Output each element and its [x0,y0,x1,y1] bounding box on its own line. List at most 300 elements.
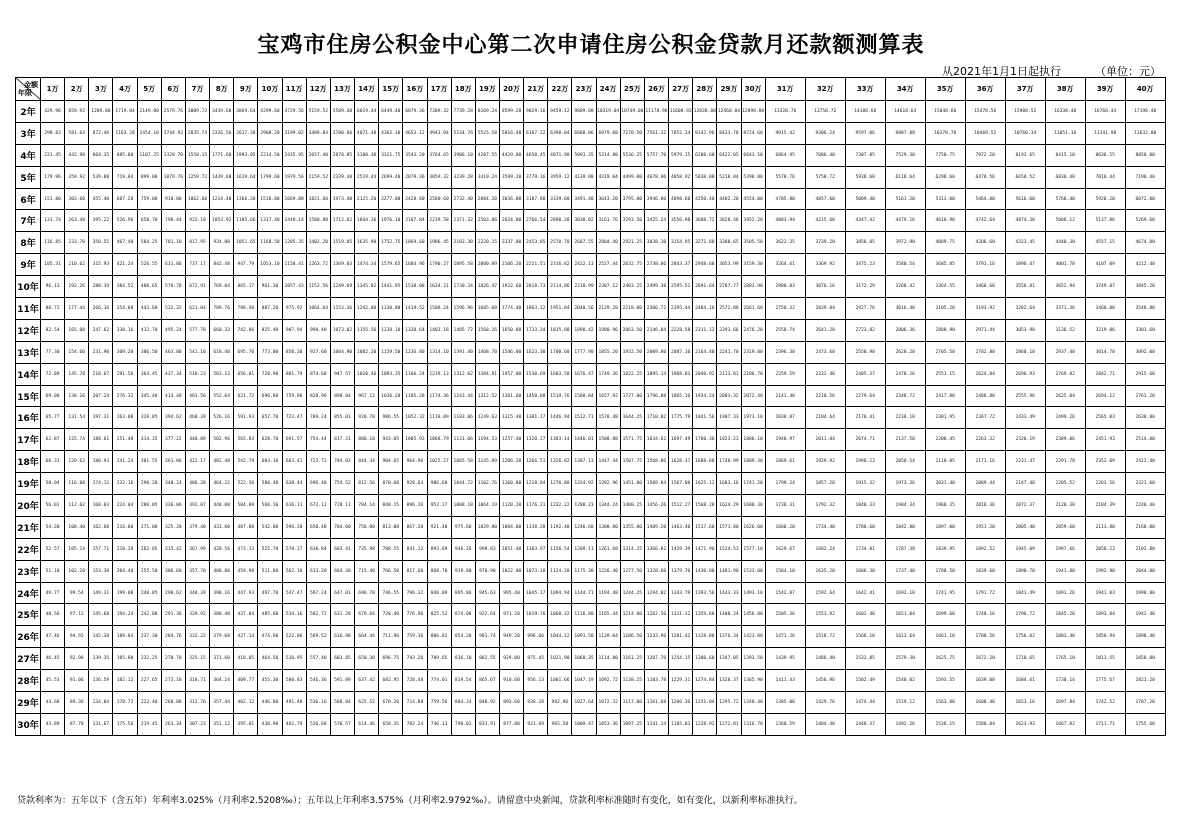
payment-cell: 2113.81 [717,363,741,385]
payment-cell: 1661.10 [925,626,965,648]
payment-cell: 1563.80 [925,692,965,714]
payment-cell: 1139.04 [596,626,620,648]
payment-cell: 3489.84 [306,122,330,144]
payment-cell: 2220.15 [475,232,499,254]
payment-cell: 2348.72 [885,385,925,407]
payment-cell: 178.72 [113,692,137,714]
payment-cell: 865.07 [475,670,499,692]
column-header-amount: 38万 [1045,78,1085,101]
payment-cell: 284.76 [161,626,185,648]
table-row [16,713,1166,735]
payment-cell: 446.80 [258,692,282,714]
payment-cell: 1821.60 [306,188,330,210]
payment-cell: 1481.90 [717,560,741,582]
payment-cell: 1022.00 [499,560,523,582]
payment-cell: 116.08 [65,473,89,495]
payment-cell: 934.80 [210,232,234,254]
payment-cell: 1635.90 [355,232,379,254]
payment-cell: 154.60 [65,341,89,363]
payment-cell: 1485.72 [451,319,475,341]
payment-cell: 1456.80 [741,604,765,626]
payment-cell: 47.46 [41,626,65,648]
payment-cell: 223.40 [137,692,161,714]
payment-cell: 1468.70 [475,341,499,363]
payment-cell: 1973.10 [741,407,765,429]
payment-cell: 1809.30 [741,451,765,473]
page-title: 宝鸡市住房公积金中心第二次申请住房公积金贷款月还款额测算表 [257,33,925,58]
payment-cell: 596.20 [282,516,306,538]
payment-cell: 904.65 [379,451,403,473]
payment-cell: 526.55 [137,254,161,276]
payment-cell: 660.32 [210,319,234,341]
payment-cell: 2113.80 [1085,516,1125,538]
payment-cell: 357.70 [185,560,209,582]
payment-cell: 1642.41 [845,582,885,604]
payment-cell: 1841.49 [1005,582,1045,604]
payment-cell: 1623.30 [524,341,548,363]
payment-cell: 1124.20 [548,560,572,582]
payment-cell: 1803.48 [1045,626,1085,648]
payment-cell: 650.40 [306,516,330,538]
payment-cell: 2843.37 [669,254,693,276]
payment-cell: 248.85 [137,582,161,604]
payment-cell: 271.00 [137,516,161,538]
payment-cell: 1734.81 [845,538,885,560]
payment-cell: 2321.60 [1125,473,1165,495]
payment-cell: 1815.88 [548,319,572,341]
payment-cell: 4857.60 [805,188,845,210]
payment-cell: 1254.15 [669,648,693,670]
table-row [16,254,1166,276]
column-header-amount: 3万 [89,78,113,101]
payment-cell: 1328.88 [693,626,717,648]
payment-cell: 7270.50 [620,122,644,144]
payment-cell: 804.24 [451,692,475,714]
payment-cell: 136.59 [89,670,113,692]
column-header-amount: 15万 [379,78,403,101]
payment-cell: 9015.42 [765,122,805,144]
payment-cell: 872.46 [89,122,113,144]
payment-cell: 1571.80 [717,516,741,538]
payment-cell: 1051.65 [234,232,258,254]
payment-cell: 87.78 [65,713,89,735]
payment-cell: 576.78 [161,276,185,298]
column-header-amount: 40万 [1125,78,1165,101]
payment-cell: 145.78 [65,363,89,385]
payment-cell: 1471.26 [765,626,805,648]
row-header-years: 3年 [16,122,41,144]
payment-cell: 1749.36 [596,363,620,385]
payment-cell: 2908.20 [258,122,282,144]
payment-cell: 402.12 [234,692,258,714]
payment-cell: 251.48 [113,429,137,451]
payment-cell: 4871.90 [548,144,572,166]
payment-cell: 1161.25 [620,648,644,670]
payment-cell: 582.72 [306,604,330,626]
payment-cell: 1796.08 [644,385,668,407]
payment-cell: 3791.16 [965,254,1005,276]
payment-cell: 392.07 [185,495,209,517]
payment-cell: 2927.76 [845,298,885,320]
payment-cell: 522.36 [234,473,258,495]
payment-cell: 395.01 [234,713,258,735]
payment-cell: 1858.00 [1125,648,1165,670]
payment-cell: 5218.84 [717,166,741,188]
payment-cell: 4083.94 [765,210,805,232]
payment-cell: 1980.96 [596,319,620,341]
payment-cell: 483.56 [185,385,209,407]
payment-cell: 1945.09 [1005,538,1045,560]
payment-cell: 1756.02 [1005,626,1045,648]
payment-cell: 1443.33 [717,582,741,604]
payment-cell: 766.50 [379,560,403,582]
payment-cell: 1741.20 [741,473,765,495]
payment-cell: 1755.60 [1125,713,1165,735]
payment-cell: 1447.44 [596,451,620,473]
payment-cell: 131.74 [41,210,65,232]
payment-cell: 1403.18 [427,319,451,341]
payment-cell: 2110.85 [925,451,965,473]
payment-cell: 422.17 [185,451,209,473]
payment-cell: 719.84 [113,166,137,188]
payment-cell: 1639.08 [965,670,1005,692]
payment-cell: 1571.75 [620,429,644,451]
table-row [16,604,1166,626]
row-header-years: 6年 [16,188,41,210]
payment-cell: 455.40 [89,188,113,210]
payment-cell: 44.68 [41,692,65,714]
payment-cell: 6688.86 [572,122,596,144]
payment-cell: 737.17 [185,254,209,276]
payment-cell: 1625.75 [925,648,965,670]
payment-cell: 1741.95 [925,582,965,604]
payment-cell: 1429.76 [805,692,845,714]
payment-cell: 437.04 [234,604,258,626]
payment-cell: 3154.95 [669,232,693,254]
payment-cell: 580.40 [258,473,282,495]
column-header-amount: 1万 [41,78,65,101]
payment-cell: 2842.71 [1085,363,1125,385]
payment-cell: 224.04 [113,495,137,517]
payment-cell: 2210.99 [572,276,596,298]
payment-cell: 145.68 [89,604,113,626]
payment-cell: 315.93 [89,254,113,276]
payment-cell: 728.48 [403,670,427,692]
payment-cell: 9459.12 [548,101,572,123]
payment-cell: 189.84 [113,626,137,648]
payment-cell: 2016.36 [965,495,1005,517]
payment-cell: 1328.70 [161,144,185,166]
payment-cell: 1968.03 [669,363,693,385]
payment-cell: 2393.66 [717,319,741,341]
payment-cell: 5757.70 [644,144,668,166]
payment-cell: 1584.10 [765,560,805,582]
payment-cell: 1159.50 [379,341,403,363]
payment-cell: 2860.10 [1005,341,1045,363]
payment-cell: 1334.92 [572,473,596,495]
payment-cell: 290.82 [41,122,65,144]
payment-cell: 1053.36 [596,713,620,735]
payment-cell: 11341.98 [1085,122,1125,144]
payment-cell: 510.23 [185,363,209,385]
payment-cell: 789.65 [427,648,451,670]
payment-cell: 1519.12 [885,692,925,714]
payment-cell: 4402.20 [717,188,741,210]
payment-cell: 3172.29 [845,276,885,298]
payment-cell: 1986.45 [427,232,451,254]
payment-cell: 210.28 [113,538,137,560]
payment-cell: 1941.80 [1045,560,1085,582]
payment-cell: 7018.44 [1085,166,1125,188]
payment-cell: 882.55 [475,648,499,670]
payment-cell: 2551.15 [925,363,965,385]
payment-cell: 192.26 [65,276,89,298]
payment-cell: 1492.26 [885,713,925,735]
payment-cell: 1676.47 [572,363,596,385]
payment-cell: 3439.68 [210,101,234,123]
payment-cell: 1839.60 [965,560,1005,582]
payment-cell: 709.76 [210,298,234,320]
payment-cell: 2371.32 [451,210,475,232]
payment-cell: 1628.37 [669,451,693,473]
table-row [16,582,1166,604]
payment-cell: 485.60 [258,604,282,626]
payment-cell: 776.96 [403,604,427,626]
payment-cell: 1249.63 [475,407,499,429]
payment-cell: 1993.05 [234,144,258,166]
payment-cell: 1068.35 [572,648,596,670]
payment-cell: 1001.66 [548,670,572,692]
payment-cell: 618.40 [210,341,234,363]
payment-cell: 314.35 [137,429,161,451]
payment-cell: 1409.20 [644,516,668,538]
payment-cell: 2102.80 [1125,538,1165,560]
payment-cell: 631.28 [330,604,354,626]
payment-cell: 877.80 [499,713,523,735]
payment-cell: 846.09 [427,582,451,604]
payment-cell: 1186.50 [620,626,644,648]
payment-cell: 8724.60 [741,122,765,144]
payment-cell: 1359.68 [693,604,717,626]
payment-cell: 3264.61 [765,254,805,276]
payment-cell: 1857.28 [805,473,845,495]
row-header-years: 20年 [16,495,41,517]
payment-cell: 844.34 [355,451,379,473]
payment-cell: 6107.22 [524,122,548,144]
payment-cell: 1823.23 [717,429,741,451]
payment-cell: 1145.89 [475,451,499,473]
column-header-amount: 22万 [548,78,572,101]
payment-cell: 142.38 [89,626,113,648]
payment-cell: 1163.28 [113,122,137,144]
payment-cell: 8169.24 [475,101,499,123]
payment-cell: 657.70 [258,407,282,429]
table-row [16,560,1166,582]
payment-cell: 1553.92 [805,604,845,626]
payment-cell: 728.90 [258,363,282,385]
payment-cell: 345.40 [137,385,161,407]
payment-cell: 487.80 [234,516,258,538]
payment-cell: 1183.78 [644,670,668,692]
payment-cell: 621.72 [234,385,258,407]
payment-cell: 1449.14 [282,210,306,232]
payment-cell: 1344.24 [596,495,620,517]
payment-cell: 1294.02 [644,582,668,604]
payment-cell: 3369.92 [805,254,845,276]
payment-cell: 3199.02 [282,122,306,144]
payment-cell: 895.86 [451,582,475,604]
payment-cell: 2763.20 [1125,385,1165,407]
payment-cell: 1990.23 [845,451,885,473]
payment-cell: 1457.80 [499,363,523,385]
table-row [16,626,1166,648]
payment-cell: 2103.30 [451,232,475,254]
payment-cell: 1366.20 [234,188,258,210]
payment-cell: 841.12 [403,538,427,560]
payment-cell: 920.78 [355,407,379,429]
payment-cell: 414.48 [161,385,185,407]
corner-cell [16,78,41,101]
payment-cell: 1079.76 [161,166,185,188]
payment-cell: 919.80 [451,560,475,582]
payment-cell: 1588.84 [572,385,596,407]
payment-cell: 616.11 [282,495,306,517]
payment-cell: 2750.32 [765,298,805,320]
payment-cell: 4071.48 [355,122,379,144]
payment-cell: 1752.75 [379,232,403,254]
payment-cell: 5006.12 [1045,210,1085,232]
payment-cell: 219.45 [137,713,161,735]
payment-cell: 663.41 [282,451,306,473]
payment-cell: 1314.25 [620,538,644,560]
payment-cell: 1192.40 [548,516,572,538]
payment-cell: 2125.20 [355,188,379,210]
payment-cell: 2367.72 [965,407,1005,429]
payment-cell: 3779.16 [524,166,548,188]
payment-cell: 1680.30 [741,495,765,517]
payment-cell: 525.70 [258,538,282,560]
payment-cell: 1138.20 [524,516,548,538]
payment-cell: 3764.65 [427,144,451,166]
payment-cell: 1343.79 [669,582,693,604]
payment-cell: 971.20 [499,604,523,626]
payment-cell: 1165.44 [596,604,620,626]
payment-cell: 1634.62 [644,429,668,451]
payment-cell: 1330.80 [379,298,403,320]
payment-cell: 1153.56 [306,276,330,298]
payment-cell: 1320.37 [717,670,741,692]
payment-cell: 696.78 [355,582,379,604]
payment-cell: 3749.07 [1085,276,1125,298]
payment-cell: 463.80 [161,341,185,363]
payment-cell: 2478.26 [885,363,925,385]
payment-cell: 5536.25 [620,144,644,166]
payment-cell: 867.20 [403,516,427,538]
payment-cell: 7561.32 [644,122,668,144]
payment-cell: 4206.60 [965,232,1005,254]
payment-cell: 4319.04 [596,166,620,188]
payment-cell: 526.68 [306,713,330,735]
payment-cell: 1608.48 [965,692,1005,714]
column-header-amount: 33万 [845,78,885,101]
payment-cell: 2565.03 [1085,407,1125,429]
payment-cell: 2114.86 [548,276,572,298]
payment-cell: 1708.56 [965,626,1005,648]
payment-cell: 330.16 [113,319,137,341]
payment-cell: 2352.09 [1085,451,1125,473]
payment-cell: 1898.40 [1125,626,1165,648]
payment-cell: 1657.92 [596,385,620,407]
payment-cell: 2211.51 [524,254,548,276]
payment-cell: 2159.52 [306,166,330,188]
payment-cell: 2476.20 [741,319,765,341]
payment-cell: 1651.04 [885,604,925,626]
payment-cell: 312.76 [185,692,209,714]
table-row [16,363,1166,385]
payment-cell: 1315.40 [499,407,523,429]
payment-cell: 5009.40 [845,188,885,210]
payment-cell: 1505.36 [765,604,805,626]
payment-cell: 7307.85 [845,144,885,166]
payment-cell: 511.00 [258,560,282,582]
table-row [16,232,1166,254]
row-header-years: 22年 [16,538,41,560]
payment-cell: 817.60 [403,560,427,582]
payment-cell: 464.32 [210,473,234,495]
payment-cell: 670.20 [379,692,403,714]
row-header-years: 10年 [16,276,41,298]
payment-cell: 526.16 [210,407,234,429]
payment-cell: 952.17 [427,495,451,517]
payment-cell: 910.80 [161,188,185,210]
payment-cell: 2433.49 [1005,407,1045,429]
payment-cell: 2732.40 [451,188,475,210]
payment-cell: 8193.65 [1005,144,1045,166]
payment-cell: 367.99 [185,538,209,560]
payment-cell: 105.31 [41,254,65,276]
payment-cell: 806.82 [427,626,451,648]
payment-cell: 1326.82 [548,451,572,473]
payment-cell: 1592.64 [805,582,845,604]
payment-cell: 1736.31 [765,495,805,517]
payment-cell: 2839.04 [805,298,845,320]
payment-cell: 2035.74 [185,122,209,144]
row-header-years: 5年 [16,166,41,188]
payment-cell: 1020.46 [355,363,379,385]
payment-cell: 2184.39 [1085,495,1125,517]
payment-cell: 15478.56 [965,101,1005,123]
payment-cell: 3293.50 [620,210,644,232]
payment-cell: 3371.36 [1045,298,1085,320]
payment-cell: 2087.10 [669,341,693,363]
payment-cell: 1634.21 [427,276,451,298]
payment-cell: 10469.52 [965,122,1005,144]
payment-cell: 1486.40 [805,648,845,670]
payment-cell: 5758.72 [805,166,845,188]
payment-cell: 6398.04 [548,122,572,144]
payment-cell: 907.94 [282,319,306,341]
payment-cell: 3685.85 [925,254,965,276]
payment-cell: 1568.28 [693,495,717,517]
payment-cell: 1508.24 [427,298,451,320]
payment-cell: 1775.67 [1085,670,1125,692]
payment-cell: 1387.13 [572,451,596,473]
payment-cell: 754.44 [306,429,330,451]
payment-cell: 301.55 [137,451,161,473]
payment-cell: 43.89 [41,713,65,735]
payment-cell: 2337.00 [499,232,523,254]
payment-cell: 9889.08 [572,101,596,123]
